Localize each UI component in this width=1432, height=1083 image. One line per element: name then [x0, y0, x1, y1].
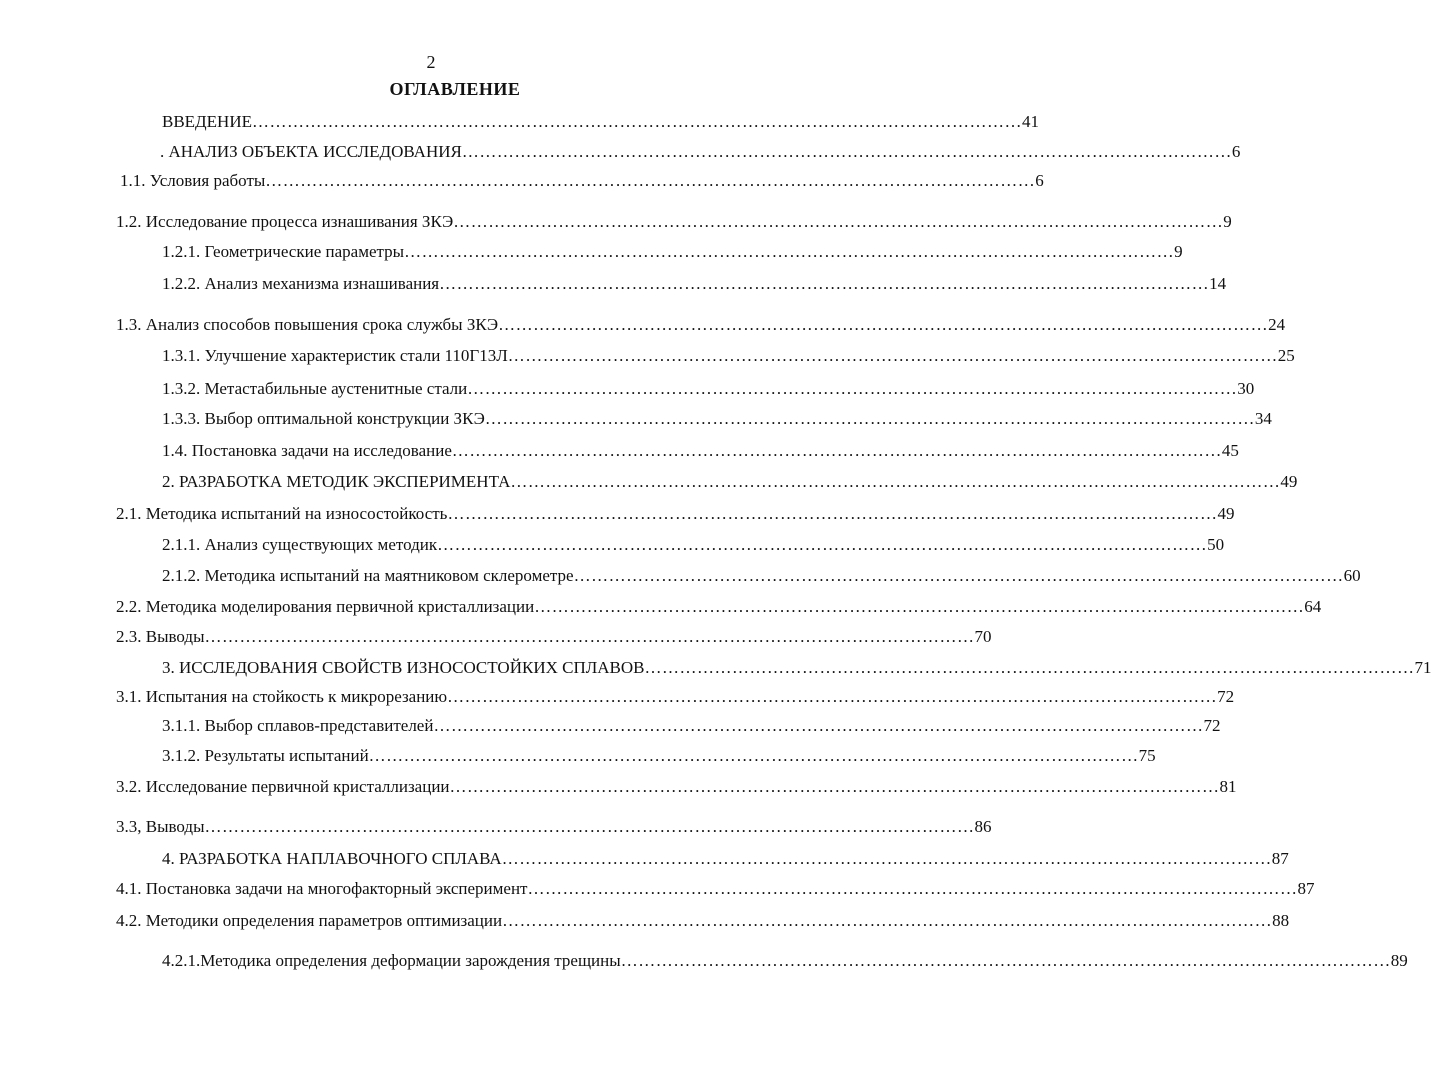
toc-entry — [116, 877, 1315, 901]
toc-entry-page: 14 — [1209, 274, 1227, 293]
toc-entry-label: 4.2. Методики определения параметров оптимизации — [116, 911, 503, 930]
toc-entry-label: 1.4. Постановка задачи на исследование — [162, 441, 452, 460]
toc-entry-label: 1.2.2. Анализ механизма изнашивания — [162, 274, 440, 293]
toc-entry-page: 87 — [1297, 879, 1315, 898]
toc-entry-page: 71 — [1414, 658, 1432, 677]
toc-entry — [162, 407, 1272, 431]
toc-entry-label: 4.2.1.Методика определения деформации зарождения трещины — [162, 951, 621, 970]
toc-entry-page: 89 — [1390, 951, 1408, 970]
toc-entry-page: 72 — [1203, 716, 1221, 735]
toc-entry — [162, 656, 1432, 680]
toc-entry — [162, 470, 1298, 494]
leader-dots: …………………………………………………………………………………………………………………… — [204, 627, 975, 646]
toc-entry — [116, 502, 1235, 526]
toc-entry-page: 6 — [1231, 142, 1241, 161]
toc-entry-label: 4.1. Постановка задачи на многофакторный эксперимент — [116, 879, 528, 898]
leader-dots: …………………………………………………………………………………………………………………… — [498, 315, 1269, 334]
toc-entry-page: 60 — [1343, 566, 1361, 585]
toc-entry-label: 3.2. Исследование первичной кристаллизации — [116, 777, 450, 796]
toc-entry-page: 49 — [1217, 504, 1235, 523]
toc-entry-label: . АНАЛИЗ ОБЪЕКТА ИССЛЕДОВАНИЯ — [160, 142, 462, 161]
toc-entry-label: 2.1. Методика испытаний на износостойкость — [116, 504, 448, 523]
leader-dots: …………………………………………………………………………………………………………………… — [251, 112, 1022, 131]
toc-entry — [162, 272, 1227, 296]
leader-dots: …………………………………………………………………………………………………………………… — [451, 441, 1222, 460]
toc-entry-page: 9 — [1174, 242, 1183, 261]
toc-entry-page: 81 — [1219, 777, 1237, 796]
toc-entry-page: 87 — [1271, 849, 1289, 868]
leader-dots: …………………………………………………………………………………………………………………… — [510, 472, 1281, 491]
leader-dots: …………………………………………………………………………………………………………………… — [484, 409, 1255, 428]
leader-dots: …………………………………………………………………………………………………………………… — [404, 242, 1175, 261]
toc-entry-label: 3.1.1. Выбор сплавов-представителей — [162, 716, 434, 735]
toc-entry — [162, 110, 1039, 134]
toc-entry-label: ВВЕДЕНИЕ — [162, 112, 252, 131]
toc-entry — [116, 775, 1237, 799]
toc-entry-page: 49 — [1280, 472, 1298, 491]
toc-entry-page: 70 — [974, 627, 992, 646]
page-number: 2 — [426, 52, 436, 72]
toc-entry — [162, 744, 1156, 768]
leader-dots: …………………………………………………………………………………………………………………… — [502, 911, 1273, 930]
leader-dots: …………………………………………………………………………………………………………………… — [467, 379, 1238, 398]
toc-entry-page: 25 — [1277, 346, 1295, 365]
leader-dots: …………………………………………………………………………………………………………………… — [527, 879, 1298, 898]
leader-dots: …………………………………………………………………………………………………………………… — [449, 777, 1220, 796]
toc-entry-label: 1.3. Анализ способов повышения срока службы ЗКЭ — [116, 315, 499, 334]
toc-entry-page: 6 — [1035, 171, 1044, 190]
leader-dots: …………………………………………………………………………………………………………………… — [447, 687, 1218, 706]
leader-dots: …………………………………………………………………………………………………………………… — [437, 535, 1208, 554]
toc-entry-label: 3.1.2. Результаты испытаний — [162, 746, 369, 765]
toc-entry-label: 2.1.1. Анализ существующих методик — [162, 535, 438, 554]
toc-entry — [116, 909, 1290, 933]
leader-dots: …………………………………………………………………………………………………………………… — [534, 597, 1305, 616]
toc-entry-label: 1.3.2. Метастабильные аустенитные стали — [162, 379, 468, 398]
toc-entry — [162, 949, 1408, 973]
leader-dots: …………………………………………………………………………………………………………………… — [573, 566, 1344, 585]
toc-entry-page: 88 — [1272, 911, 1290, 930]
toc-entry — [162, 533, 1225, 557]
toc-entry-label: 2.3. Выводы — [116, 627, 205, 646]
toc-entry-label: 2. РАЗРАБОТКА МЕТОДИК ЭКСПЕРИМЕНТА — [162, 472, 511, 491]
toc-entry — [162, 714, 1221, 738]
leader-dots: …………………………………………………………………………………………………………………… — [644, 658, 1415, 677]
leader-dots: …………………………………………………………………………………………………………………… — [368, 746, 1139, 765]
toc-entry — [162, 344, 1295, 368]
toc-entry-page: 75 — [1138, 746, 1156, 765]
toc-entry-label: 2.1.2. Методика испытаний на маятниковом склерометре — [162, 566, 574, 585]
toc-entry — [116, 595, 1322, 619]
toc-entry — [162, 847, 1289, 871]
toc-entry-label: 1.2. Исследование процесса изнашивания ЗКЭ — [116, 212, 454, 231]
toc-entry — [120, 169, 1044, 193]
leader-dots: …………………………………………………………………………………………………………………… — [204, 817, 975, 836]
toc-entry-label: 1.2.1. Геометрические параметры — [162, 242, 405, 261]
toc-entry — [160, 140, 1241, 164]
toc-entry — [116, 815, 992, 839]
toc-entry-label: 3.1. Испытания на стойкость к микрорезанию — [116, 687, 448, 706]
page-title: ОГЛАВЛЕНИЕ — [389, 79, 521, 99]
toc-entry-page: 41 — [1021, 112, 1039, 131]
leader-dots: …………………………………………………………………………………………………………………… — [439, 274, 1210, 293]
toc-entry-label: 3.3, Выводы — [116, 817, 205, 836]
toc-entry — [116, 625, 992, 649]
toc-entry-page: 34 — [1254, 409, 1272, 428]
toc-entry — [162, 240, 1183, 264]
toc-entry-label: 1.3.1. Улучшение характеристик стали 110Г13Л — [162, 346, 508, 365]
toc-entry — [162, 564, 1361, 588]
leader-dots: …………………………………………………………………………………………………………………… — [501, 849, 1272, 868]
toc-entry-page: 72 — [1217, 687, 1235, 706]
leader-dots: …………………………………………………………………………………………………………………… — [507, 346, 1278, 365]
leader-dots: …………………………………………………………………………………………………………………… — [433, 716, 1204, 735]
leader-dots: …………………………………………………………………………………………………………………… — [265, 171, 1036, 190]
leader-dots: …………………………………………………………………………………………………………………… — [453, 212, 1224, 231]
toc-entry — [116, 210, 1232, 234]
leader-dots: …………………………………………………………………………………………………………………… — [447, 504, 1218, 523]
toc-entry-page: 9 — [1223, 212, 1232, 231]
toc-entry-label: 1.1. Условия работы — [120, 171, 266, 190]
toc-entry-page: 30 — [1237, 379, 1255, 398]
toc-entry-page: 24 — [1268, 315, 1286, 334]
toc-entry — [162, 439, 1239, 463]
toc-entry-page: 64 — [1304, 597, 1322, 616]
leader-dots: …………………………………………………………………………………………………………………… — [461, 142, 1232, 161]
leader-dots: …………………………………………………………………………………………………………………… — [620, 951, 1391, 970]
toc-entry — [162, 377, 1255, 401]
toc-entry-label: 1.3.3. Выбор оптимальной конструкции ЗКЭ — [162, 409, 485, 428]
toc-entry — [116, 685, 1235, 709]
toc-entry-page: 50 — [1207, 535, 1225, 554]
toc-entry — [116, 313, 1286, 337]
toc-entry-page: 45 — [1221, 441, 1239, 460]
toc-entry-label: 4. РАЗРАБОТКА НАПЛАВОЧНОГО СПЛАВА — [162, 849, 502, 868]
toc-entry-page: 86 — [974, 817, 992, 836]
toc-entry-label: 3. ИССЛЕДОВАНИЯ СВОЙСТВ ИЗНОСОСТОЙКИХ СПЛАВОВ — [162, 658, 645, 677]
toc-entry-label: 2.2. Методика моделирования первичной кристаллизации — [116, 597, 535, 616]
